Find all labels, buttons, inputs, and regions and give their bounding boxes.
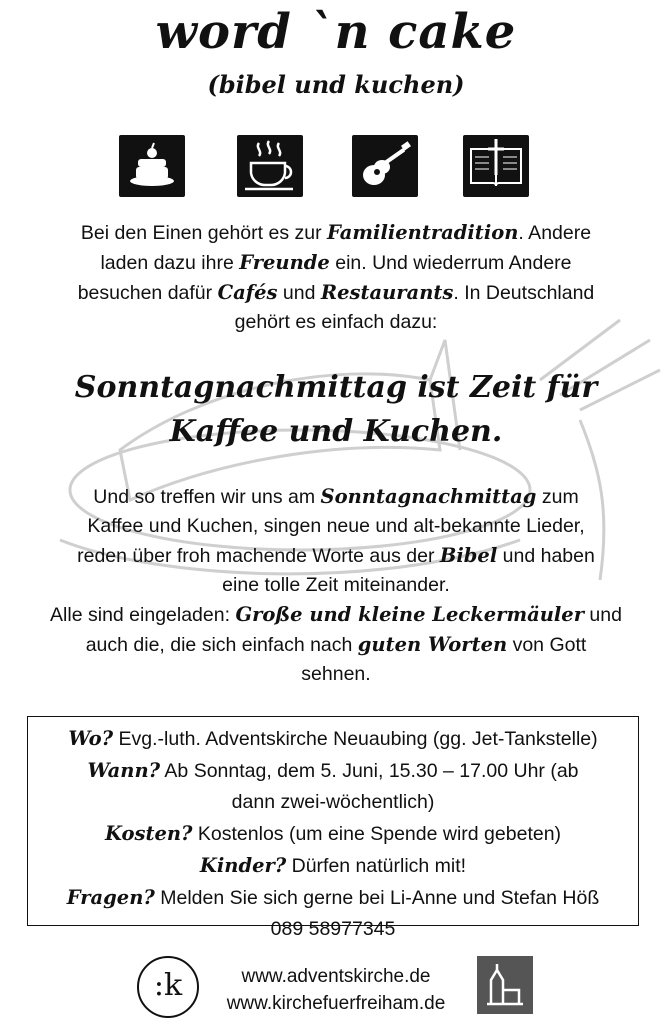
highlight-word: Sonntagnachmittag <box>320 485 537 508</box>
info-when-cont: dann zwei-wöchentlich) <box>231 791 435 813</box>
highlight-word: Freunde <box>239 251 330 274</box>
page-subtitle: (bibel und kuchen) <box>207 70 465 99</box>
highlight-word: guten Worten <box>357 633 508 656</box>
highlight-word: Familientradition <box>327 221 519 244</box>
info-questions: Fragen? Melden Sie sich gerne bei Li-Anne und Stefan Höß <box>66 886 600 909</box>
footer-urls <box>200 963 472 1017</box>
info-children: Kinder? Dürfen natürlich mit! <box>199 854 467 877</box>
church-logo-icon <box>477 956 533 1014</box>
bible-icon <box>463 135 529 197</box>
intro-paragraph: Bei den Einen gehört es zur Familientradition. Andere laden dazu ihre Freunde ein. Und wiederrum Andere besuchen dafür Cafés und Restaurants. In Deutschland gehört es einfach dazu: <box>77 221 595 333</box>
slogan: Sonntagnachmittag ist Zeit für Kaffee und Kuchen. <box>74 370 598 449</box>
guitar-icon <box>352 135 418 197</box>
highlight-word: Große und kleine Leckermäuler <box>235 603 584 626</box>
info-box <box>27 716 639 940</box>
info-phone: 089 58977345 <box>270 918 396 940</box>
k-logo: :k <box>137 956 199 1018</box>
page-title: word `n cake <box>155 4 517 60</box>
info-when: Wann? Ab Sonntag, dem 5. Juni, 15.30 – 17.00 Uhr (ab <box>87 759 579 782</box>
highlight-word: Bibel <box>439 544 498 567</box>
highlight-word: Cafés <box>217 281 278 304</box>
highlight-word: Restaurants <box>320 281 454 304</box>
info-where: Wo? Evg.-luth. Adventskirche Neuaubing (gg. Jet-Tankstelle) <box>68 727 598 750</box>
url-kirchefuerfreiham[interactable]: www.kirchefuerfreiham.de <box>226 993 446 1014</box>
body-paragraph: Und so treffen wir uns am Sonntagnachmittag zum Kaffee und Kuchen, singen neue und alt-bekannte Lieder, reden über froh machende Worte aus der Bibel und haben eine tolle Zeit miteinander. Alle sind eingeladen: Große und kleine Leckermäuler und auch die, die sich einfach nach guten Worten von Gott sehnen. <box>50 485 622 685</box>
info-cost: Kosten? Kostenlos (um eine Spende wird gebeten) <box>104 822 562 845</box>
url-adventskirche[interactable]: www.adventskirche.de <box>241 966 431 987</box>
cake-icon <box>119 135 185 197</box>
coffee-cup-icon <box>237 135 303 197</box>
